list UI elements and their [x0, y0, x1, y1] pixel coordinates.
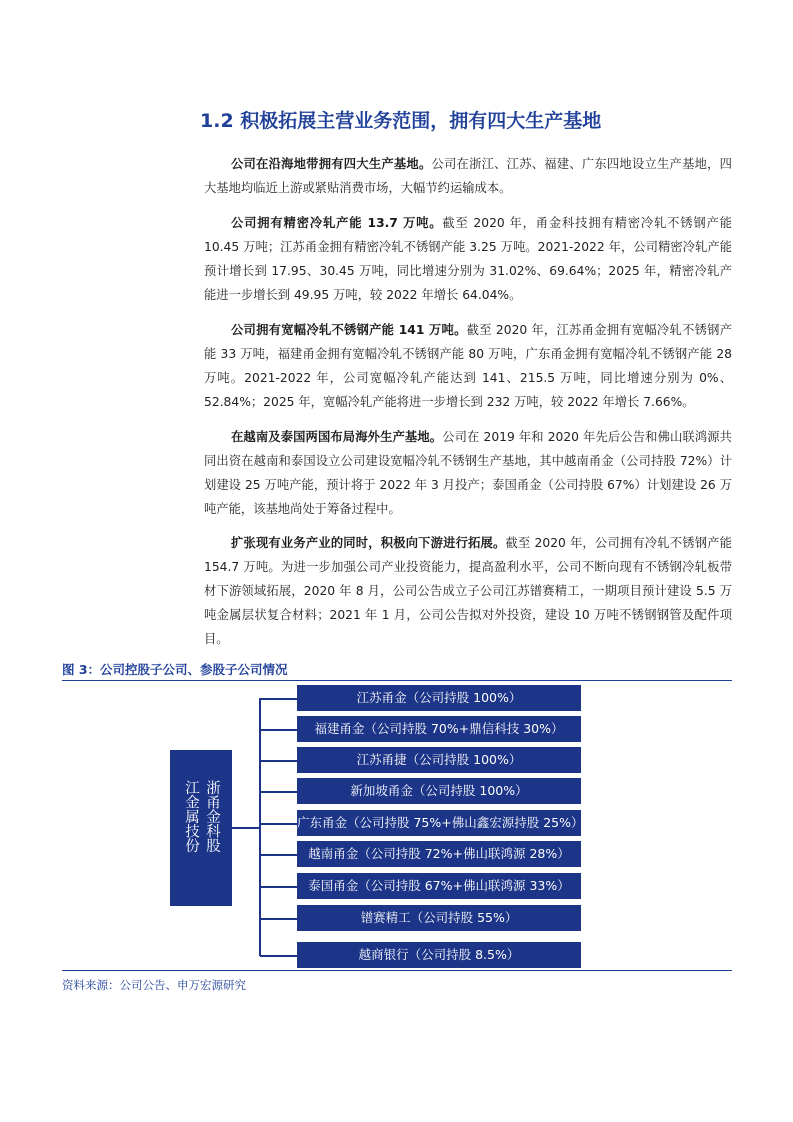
figure-top-rule [62, 680, 732, 681]
connector-stem [232, 827, 260, 829]
connector-branch [260, 791, 297, 793]
connector-branch [260, 698, 297, 700]
paragraph-lead: 扩张现有业务产业的同时，积极向下游进行拓展。 [231, 536, 506, 550]
paragraph-4 [204, 425, 732, 521]
section-heading: 1.2 积极拓展主营业务范围，拥有四大生产基地 [200, 110, 602, 132]
paragraph-body: 截至 2020 年，公司拥有冷轧不锈钢产能 154.7 万吨。为进一步加强公司产业投资能力，提高盈利水平，公司不断向现有不锈钢冷轧板带材下游领域拓展，2020 年 8 月，公司公告成立子公司江苏镨赛精工，一期项目预计建设 5.5 万吨金属层状复合材料；2021 年 1 月，公司公告拟对外投资，建设 10 万吨不锈钢钢管及配件项目。 [204, 536, 732, 646]
subsidiary-box: 广东甬金（公司持股 75%+佛山鑫宏源持股 25%） [297, 810, 581, 836]
connector-branch [260, 918, 297, 920]
subsidiary-box: 镨赛精工（公司持股 55%） [297, 905, 581, 931]
subsidiary-box: 越商银行（公司持股 8.5%） [297, 942, 581, 968]
paragraph-lead: 公司在沿海地带拥有四大生产基地。 [231, 157, 432, 171]
connector-branch [260, 760, 297, 762]
parent-company-box [170, 750, 232, 906]
subsidiary-box: 越南甬金（公司持股 72%+佛山联鸿源 28%） [297, 841, 581, 867]
subsidiary-box: 新加坡甬金（公司持股 100%） [297, 778, 581, 804]
paragraph-5 [204, 531, 732, 651]
connector-branch [260, 729, 297, 731]
figure-source: 资料来源：公司公告、申万宏源研究 [62, 978, 246, 992]
parent-company-name-col-a: 浙甬金科股 [204, 780, 220, 853]
subsidiary-box: 泰国甬金（公司持股 67%+佛山联鸿源 33%） [297, 873, 581, 899]
paragraph-2 [204, 211, 732, 307]
connector-branch [260, 823, 297, 825]
paragraph-body: 截至 2020 年，江苏甬金拥有宽幅冷轧不锈钢产能 33 万吨，福建甬金拥有宽幅冷轧不锈钢产能 80 万吨，广东甬金拥有宽幅冷轧不锈钢产能 28 万吨。2021-2022 年，公司宽幅冷轧产能达到 141、215.5 万吨，同比增速分别为 0%、52.84%；2025 年，宽幅冷轧产能将进一步增长到 232 万吨，较 2022 年增长 7.66%。 [204, 323, 733, 409]
paragraph-3 [204, 318, 732, 414]
connector-branch [260, 854, 297, 856]
paragraph-body: 公司在 2019 年和 2020 年先后公告和佛山联鸿源共同出资在越南和泰国设立公司建设宽幅冷轧不锈钢生产基地，其中越南甬金（公司持股 72%）计划建设 25 万吨产能，预计将于 2022 年 3 月投产；泰国甬金（公司持股 67%）计划建设 26 万吨产能，该基地尚处于筹备过程中。 [204, 430, 732, 516]
paragraph-body: 公司在浙江、江苏、福建、广东四地设立生产基地，四大基地均临近上游或紧贴消费市场，大幅节约运输成本。 [204, 157, 732, 195]
connector-branch [260, 886, 297, 888]
connector-branch [260, 955, 297, 957]
parent-company-name-col-b: 江金属技份 [183, 780, 199, 853]
subsidiary-box: 江苏甬捷（公司持股 100%） [297, 747, 581, 773]
paragraph-body: 截至 2020 年，甬金科技拥有精密冷轧不锈钢产能 10.45 万吨；江苏甬金拥有精密冷轧不锈钢产能 3.25 万吨。2021-2022 年，公司精密冷轧产能预计增长到 17.95、30.45 万吨，同比增速分别为 31.02%、69.64%；2025 年，精密冷轧产能进一步增长到 49.95 万吨，较 2022 年增长 64.04%。 [204, 216, 732, 302]
paragraph-1 [204, 152, 732, 200]
subsidiary-box: 江苏甬金（公司持股 100%） [297, 685, 581, 711]
figure-bottom-rule [62, 970, 732, 971]
paragraph-lead: 在越南及泰国两国布局海外生产基地。 [231, 430, 443, 444]
paragraph-lead: 公司拥有宽幅冷轧不锈钢产能 141 万吨。 [231, 323, 467, 337]
subsidiary-box: 福建甬金（公司持股 70%+鼎信科技 30%） [297, 716, 581, 742]
figure-title: 图 3：公司控股子公司、参股子公司情况 [62, 662, 288, 677]
paragraph-lead: 公司拥有精密冷轧产能 13.7 万吨。 [231, 216, 443, 230]
